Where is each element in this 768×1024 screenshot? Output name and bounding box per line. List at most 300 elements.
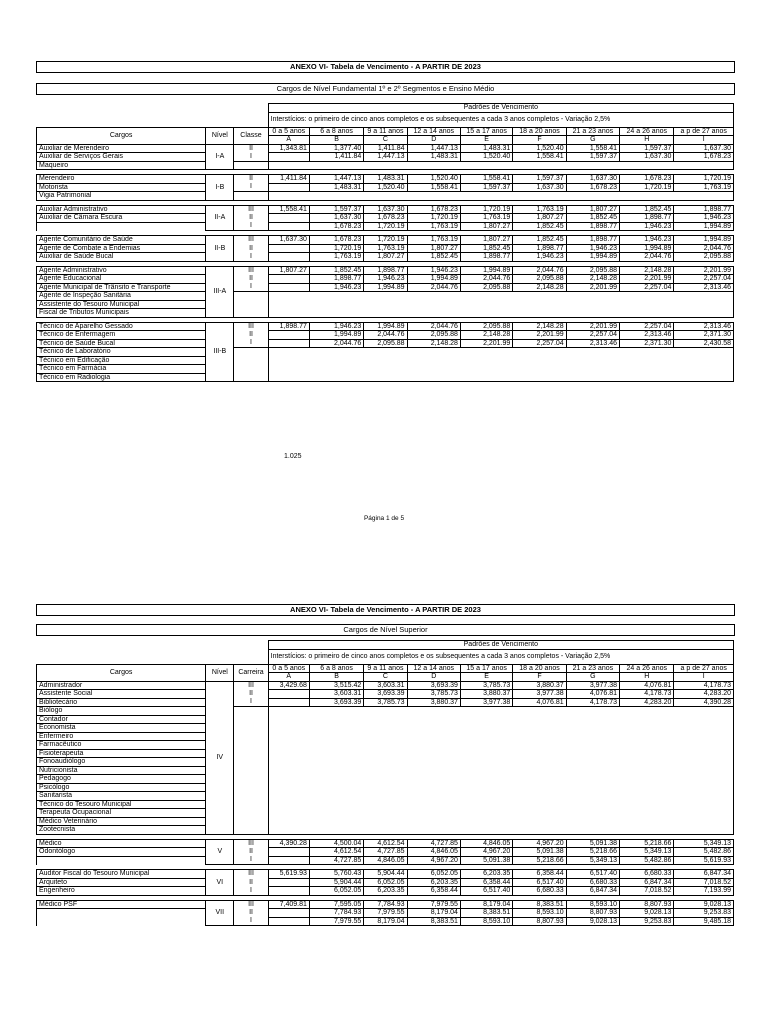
patterns-header: Padrões de Vencimento [268, 641, 733, 650]
empty-cell [674, 732, 734, 741]
empty-cell [460, 809, 512, 818]
salary-value: 4,967.20 [513, 839, 566, 848]
salary-value: 9,485.18 [674, 917, 734, 926]
table-row [37, 161, 734, 170]
empty-cell [460, 724, 512, 733]
salary-value: 7,193.99 [674, 887, 734, 896]
salary-value: 6,203.35 [407, 878, 460, 887]
salary-value [268, 917, 309, 926]
empty-cell [234, 309, 268, 318]
table-row [37, 373, 734, 382]
salary-value: 1,807.27 [566, 205, 619, 214]
table-row [37, 826, 734, 835]
empty-cell [268, 732, 309, 741]
empty-cell [268, 300, 309, 309]
table-row [37, 309, 734, 318]
salary-value: 9,253.83 [620, 917, 674, 926]
table-row [37, 715, 734, 724]
salary-value: 2,201.99 [513, 331, 566, 340]
header-spacer [37, 641, 269, 650]
empty-cell [309, 715, 363, 724]
empty-cell [513, 826, 566, 835]
empty-cell [620, 365, 674, 374]
empty-cell [513, 161, 566, 170]
empty-cell [566, 749, 619, 758]
empty-cell [460, 792, 512, 801]
letter-header: E [460, 673, 512, 682]
salary-value: 2,148.28 [460, 331, 512, 340]
cargo-name: Auditor Fiscal do Tesouro Municipal [37, 870, 206, 879]
empty-cell [620, 715, 674, 724]
empty-cell [268, 817, 309, 826]
salary-value: 2,095.88 [364, 339, 407, 348]
empty-cell [674, 292, 734, 301]
salary-value: 6,517.40 [513, 878, 566, 887]
empty-cell [566, 715, 619, 724]
salary-value: 1,946.23 [620, 222, 674, 231]
empty-cell [566, 192, 619, 201]
salary-value: 4,076.81 [566, 690, 619, 699]
classe-value: III [234, 681, 268, 690]
salary-value: 6,358.44 [460, 878, 512, 887]
salary-value: 4,727.85 [364, 848, 407, 857]
empty-cell [364, 300, 407, 309]
letter-header: F [513, 673, 566, 682]
range-header: 15 a 17 anos [460, 127, 512, 136]
empty-cell [234, 783, 268, 792]
salary-value: 1,994.89 [566, 253, 619, 262]
letter-header: E [460, 136, 512, 145]
salary-value: 1,898.77 [513, 244, 566, 253]
salary-value: 1,447.13 [309, 175, 363, 184]
empty-cell [234, 800, 268, 809]
table-row [37, 690, 734, 699]
table-subtitle: Cargos de Nível Fundamental 1º e 2º Segmentos e Ensino Médio [36, 83, 735, 95]
empty-cell [566, 348, 619, 357]
range-header: 18 a 20 anos [513, 127, 566, 136]
salary-value: 5,091.38 [460, 856, 512, 865]
salary-value: 4,283.20 [674, 690, 734, 699]
table-row [37, 292, 734, 301]
salary-value: 1,720.19 [407, 214, 460, 223]
empty-cell [566, 365, 619, 374]
salary-value [268, 339, 309, 348]
salary-value: 1,678.23 [674, 153, 734, 162]
salary-value: 4,612.54 [309, 848, 363, 857]
salary-value: 1,807.27 [407, 244, 460, 253]
salary-value: 1,720.19 [364, 236, 407, 245]
salary-value: 8,179.04 [364, 917, 407, 926]
col-classe: Carreira [234, 664, 268, 681]
empty-cell [407, 800, 460, 809]
cargo-name: Assistente do Tesouro Municipal [37, 300, 206, 309]
salary-value: 2,371.30 [674, 331, 734, 340]
salary-value: 1,558.41 [566, 144, 619, 153]
table-row [37, 775, 734, 784]
classe-value: II [234, 244, 268, 253]
salary-value: 1,678.23 [407, 205, 460, 214]
salary-value: 1,720.19 [620, 183, 674, 192]
salary-value: 1,520.40 [407, 175, 460, 184]
salary-value: 1,946.23 [513, 253, 566, 262]
empty-cell [620, 800, 674, 809]
empty-cell [268, 161, 309, 170]
empty-cell [513, 758, 566, 767]
cargo-name: Vigia Patrimonial [37, 192, 206, 201]
cargo-name: Assistente Social [37, 690, 206, 699]
cargo-name: Fisioterapeuta [37, 749, 206, 758]
table-row [37, 749, 734, 758]
empty-cell [234, 741, 268, 750]
interval-note: Interstícios: o primeiro de cinco anos completos e os subsequentes a cada 3 anos completos - Variação 2,5% [268, 649, 733, 664]
cargo-name: Economista [37, 724, 206, 733]
salary-value: 2,257.04 [513, 339, 566, 348]
salary-value: 1,807.27 [364, 253, 407, 262]
salary-value: 1,558.41 [513, 153, 566, 162]
letter-header: C [364, 136, 407, 145]
salary-value: 1,597.37 [513, 175, 566, 184]
empty-cell [407, 741, 460, 750]
salary-value: 4,390.28 [674, 698, 734, 707]
table-row [37, 365, 734, 374]
cargo-name: Agente Comunitário de Saúde [37, 236, 206, 245]
nivel-value: I-A [206, 144, 234, 170]
empty-cell [309, 192, 363, 201]
table-row [37, 707, 734, 716]
salary-value [268, 283, 309, 292]
nivel-value: VI [206, 870, 234, 896]
classe-value: II [234, 144, 268, 153]
table-row [37, 214, 734, 223]
cargo-name: Motorista [37, 183, 206, 192]
cargo-name: Biólogo [37, 707, 206, 716]
salary-value: 1,343.81 [268, 144, 309, 153]
empty-cell [364, 309, 407, 318]
empty-cell [674, 192, 734, 201]
empty-cell [460, 292, 512, 301]
table-row [37, 783, 734, 792]
salary-value: 2,044.76 [407, 322, 460, 331]
salary-value: 4,727.85 [407, 839, 460, 848]
empty-cell [364, 724, 407, 733]
cargo-name: Fonoaudiólogo [37, 758, 206, 767]
empty-cell [309, 365, 363, 374]
empty-cell [566, 356, 619, 365]
table-subtitle: Cargos de Nível Superior [36, 624, 735, 636]
empty-cell [364, 749, 407, 758]
empty-cell [234, 817, 268, 826]
salary-value: 1,807.27 [460, 236, 512, 245]
empty-cell [513, 817, 566, 826]
empty-cell [620, 732, 674, 741]
empty-cell [309, 300, 363, 309]
salary-value: 3,785.73 [364, 698, 407, 707]
salary-value: 1,763.19 [309, 253, 363, 262]
empty-cell [620, 356, 674, 365]
cargo-name: Agente Municipal de Trânsito e Transporte [37, 283, 206, 292]
cargo-name: Médico Veterinário [37, 817, 206, 826]
classe-value: II [234, 690, 268, 699]
empty-cell [460, 800, 512, 809]
salary-value: 7,409.81 [268, 900, 309, 909]
salary-value: 1,411.84 [268, 175, 309, 184]
empty-cell [407, 161, 460, 170]
empty-cell [268, 292, 309, 301]
cargo-name [37, 917, 206, 926]
empty-cell [407, 749, 460, 758]
salary-value [268, 153, 309, 162]
empty-cell [566, 732, 619, 741]
empty-cell [364, 373, 407, 382]
empty-cell [566, 292, 619, 301]
empty-cell [268, 715, 309, 724]
cargo-name: Auxiliar de Saúde Bucal [37, 253, 206, 262]
salary-value: 2,044.76 [407, 283, 460, 292]
salary-value: 1,946.23 [566, 244, 619, 253]
classe-value: I [234, 283, 268, 292]
salary-value: 2,313.46 [620, 331, 674, 340]
empty-cell [674, 792, 734, 801]
empty-cell [268, 783, 309, 792]
salary-value: 1,994.89 [674, 236, 734, 245]
classe-value: II [234, 848, 268, 857]
salary-value: 2,148.28 [566, 275, 619, 284]
empty-cell [566, 800, 619, 809]
salary-value: 2,257.04 [620, 322, 674, 331]
empty-cell [234, 775, 268, 784]
empty-cell [620, 749, 674, 758]
cargo-name: Pedagogo [37, 775, 206, 784]
salary-value: 2,148.28 [513, 283, 566, 292]
salary-value: 1,898.77 [566, 236, 619, 245]
salary-value: 3,429.68 [268, 681, 309, 690]
empty-cell [364, 365, 407, 374]
empty-cell [460, 741, 512, 750]
cargo-name: Técnico em Edificação [37, 356, 206, 365]
salary-table-fundamental [36, 103, 734, 382]
salary-value: 1,720.19 [460, 205, 512, 214]
table-row [37, 887, 734, 896]
letter-header: I [674, 673, 734, 682]
empty-cell [513, 741, 566, 750]
empty-cell [513, 749, 566, 758]
empty-cell [513, 192, 566, 201]
salary-value: 5,091.38 [566, 839, 619, 848]
cargo-name: Técnico de Aparelho Gessado [37, 322, 206, 331]
interval-note: Interstícios: o primeiro de cinco anos completos e os subsequentes a cada 3 anos completos - Variação 2,5% [268, 112, 733, 127]
cargo-name: Nutricionista [37, 766, 206, 775]
empty-cell [309, 309, 363, 318]
letter-header: H [620, 673, 674, 682]
salary-value: 1,637.30 [268, 236, 309, 245]
table-row [37, 900, 734, 909]
empty-cell [268, 809, 309, 818]
empty-cell [309, 749, 363, 758]
classe-value: I [234, 856, 268, 865]
salary-value [268, 331, 309, 340]
empty-cell [620, 300, 674, 309]
salary-value [268, 848, 309, 857]
empty-cell [234, 715, 268, 724]
table-row [37, 339, 734, 348]
empty-cell [674, 365, 734, 374]
salary-value: 5,218.66 [566, 848, 619, 857]
empty-cell [460, 783, 512, 792]
salary-value: 1,678.23 [364, 214, 407, 223]
empty-cell [364, 292, 407, 301]
empty-cell [460, 300, 512, 309]
empty-cell [460, 365, 512, 374]
salary-value: 5,482.86 [620, 856, 674, 865]
salary-value: 2,201.99 [674, 266, 734, 275]
classe-value: III [234, 205, 268, 214]
salary-value: 8,593.10 [460, 917, 512, 926]
range-header: 21 a 23 anos [566, 127, 619, 136]
empty-cell [268, 766, 309, 775]
salary-value: 8,383.51 [407, 917, 460, 926]
salary-value: 3,977.38 [460, 698, 512, 707]
empty-cell [407, 732, 460, 741]
cargo-name [37, 856, 206, 865]
empty-cell [674, 724, 734, 733]
salary-value: 8,807.93 [620, 900, 674, 909]
empty-cell [566, 300, 619, 309]
salary-value: 5,349.13 [674, 839, 734, 848]
range-header: 9 a 11 anos [364, 664, 407, 673]
salary-value: 1,898.77 [364, 266, 407, 275]
empty-cell [460, 356, 512, 365]
salary-value: 1,411.84 [364, 144, 407, 153]
nivel-value: V [206, 839, 234, 865]
salary-value [268, 909, 309, 918]
empty-cell [620, 192, 674, 201]
empty-cell [407, 365, 460, 374]
empty-cell [364, 161, 407, 170]
salary-value: 1,852.45 [309, 266, 363, 275]
empty-cell [674, 775, 734, 784]
salary-value: 2,257.04 [674, 275, 734, 284]
salary-value: 3,603.31 [309, 690, 363, 699]
salary-value: 3,880.37 [407, 698, 460, 707]
classe-value: III [234, 322, 268, 331]
salary-value: 2,044.76 [674, 244, 734, 253]
empty-cell [309, 348, 363, 357]
salary-value: 5,619.93 [674, 856, 734, 865]
empty-cell [234, 373, 268, 382]
empty-cell [407, 356, 460, 365]
table-row [37, 724, 734, 733]
empty-cell [513, 348, 566, 357]
empty-cell [364, 707, 407, 716]
letter-header: B [309, 136, 363, 145]
empty-cell [364, 356, 407, 365]
empty-cell [268, 192, 309, 201]
table-row [37, 244, 734, 253]
empty-cell [460, 373, 512, 382]
empty-cell [309, 766, 363, 775]
classe-value: III [234, 236, 268, 245]
nivel-value: II-B [206, 236, 234, 262]
salary-value [268, 183, 309, 192]
table-row [37, 175, 734, 184]
range-header: 12 a 14 anos [407, 127, 460, 136]
range-header: 0 a 5 anos [268, 127, 309, 136]
empty-cell [364, 775, 407, 784]
letter-header: D [407, 136, 460, 145]
salary-value: 7,018.52 [674, 878, 734, 887]
cargo-name: Fiscal de Tributos Municipais [37, 309, 206, 318]
range-header: 6 a 8 anos [309, 127, 363, 136]
salary-value: 1,946.23 [407, 266, 460, 275]
salary-value: 1,852.45 [513, 222, 566, 231]
cargo-name: Auxiliar de Câmara Escura [37, 214, 206, 223]
empty-cell [234, 300, 268, 309]
salary-value: 3,880.37 [460, 690, 512, 699]
empty-cell [620, 775, 674, 784]
table-row [37, 222, 734, 231]
empty-cell [364, 192, 407, 201]
empty-cell [460, 817, 512, 826]
empty-cell [268, 724, 309, 733]
salary-value: 5,619.93 [268, 870, 309, 879]
empty-cell [620, 348, 674, 357]
salary-value: 8,593.10 [513, 909, 566, 918]
classe-value: II [234, 214, 268, 223]
empty-cell [513, 809, 566, 818]
classe-value: II [234, 275, 268, 284]
cargo-name: Arquiteto [37, 878, 206, 887]
salary-value: 2,095.88 [460, 283, 512, 292]
letter-header: F [513, 136, 566, 145]
salary-value: 1,637.30 [566, 175, 619, 184]
empty-cell [620, 817, 674, 826]
salary-value: 1,678.23 [620, 175, 674, 184]
salary-value: 6,052.05 [407, 870, 460, 879]
table-row [37, 153, 734, 162]
salary-value [268, 275, 309, 284]
empty-cell [620, 758, 674, 767]
empty-cell [268, 792, 309, 801]
salary-value: 7,018.52 [620, 887, 674, 896]
range-header: 21 a 23 anos [566, 664, 619, 673]
salary-value: 2,313.46 [566, 339, 619, 348]
empty-cell [620, 783, 674, 792]
empty-cell [566, 758, 619, 767]
table-row [37, 878, 734, 887]
empty-cell [268, 800, 309, 809]
salary-value: 1,558.41 [268, 205, 309, 214]
empty-cell [620, 766, 674, 775]
cargo-name: Técnico de Enfermagem [37, 331, 206, 340]
cargo-name: Zootecnista [37, 826, 206, 835]
empty-cell [364, 809, 407, 818]
salary-value: 1,597.37 [309, 205, 363, 214]
salary-value: 1,637.30 [364, 205, 407, 214]
salary-value: 1,720.19 [309, 244, 363, 253]
empty-cell [268, 707, 309, 716]
letter-header: A [268, 673, 309, 682]
empty-cell [309, 707, 363, 716]
salary-value: 2,313.46 [674, 322, 734, 331]
salary-value: 1,763.19 [513, 205, 566, 214]
cargo-name: Auxiliar Administrativo [37, 205, 206, 214]
table-row [37, 283, 734, 292]
classe-value: I [234, 183, 268, 192]
salary-value: 5,349.13 [620, 848, 674, 857]
salary-value: 1,763.19 [460, 214, 512, 223]
empty-cell [620, 809, 674, 818]
col-cargos: Cargos [37, 664, 206, 681]
